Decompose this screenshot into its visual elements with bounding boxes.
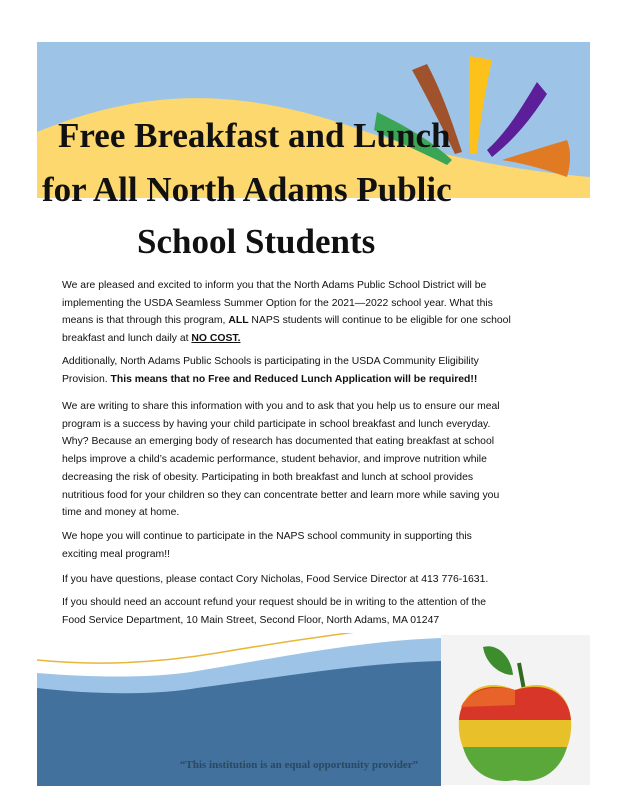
body-text: breakfast and lunch daily at	[62, 333, 192, 344]
body-line	[62, 356, 479, 367]
body-text: If you should need an account refund your request should be in writing to the attention of the	[62, 597, 486, 608]
body-text: If you have questions, please contact Cory Nicholas, Food Service Director at 413 776-1631.	[62, 574, 489, 585]
body-text: Why? Because an emerging body of research has documented that eating breakfast at school	[62, 436, 495, 447]
equal-opportunity-statement: “This institution is an equal opportunity provider”	[180, 759, 419, 771]
emphasized-text: ALL	[228, 315, 249, 326]
emphasized-text: This means that no Free and Reduced Lunch Application will be required!!	[110, 374, 478, 385]
body-text: NAPS students will continue to be eligible for one school	[248, 315, 511, 326]
body-line	[62, 401, 500, 412]
body-text: exciting meal program!!	[62, 549, 170, 560]
body-line	[62, 490, 499, 501]
body-text: Food Service Department, 10 Main Street, Second Floor, North Adams, MA 01247	[62, 615, 440, 626]
body-line	[62, 436, 494, 447]
body-text: decreasing the risk of obesity. Participating in both breakfast and lunch at school provides	[62, 472, 474, 483]
body-text: implementing the USDA Seamless Summer Option for the 2021—2022 school year. What this	[62, 298, 493, 309]
body-text: We are writing to share this information with you and to ask that you help us to ensure our meal	[62, 401, 500, 412]
body-line	[62, 374, 477, 385]
body-line	[62, 597, 486, 608]
body-line	[62, 333, 240, 344]
body-text: We are pleased and excited to inform you that the North Adams Public School District will be	[62, 280, 487, 291]
emphasized-text: NO COST.	[191, 333, 241, 344]
body-line	[62, 549, 170, 560]
fruit-vegetable-apple-image	[441, 635, 590, 785]
body-line	[62, 454, 487, 465]
body-text: We hope you will continue to participate in the NAPS school community in supporting this	[62, 531, 472, 542]
body-line	[62, 298, 493, 309]
body-text: Additionally, North Adams Public Schools is participating in the USDA Community Eligibility	[62, 356, 479, 367]
title-line-2: for All North Adams Public	[42, 170, 452, 209]
body-text: helps improve a child’s academic performance, student behavior, and improve nutrition while	[62, 454, 487, 465]
body-text: means is that through this program,	[62, 315, 229, 326]
title-line-3: School Students	[137, 222, 376, 261]
title-line-1: Free Breakfast and Lunch	[58, 116, 451, 155]
body-line	[62, 574, 488, 585]
body-line	[62, 615, 439, 626]
body-line	[62, 472, 473, 483]
body-text: time and money at home.	[62, 507, 180, 518]
body-text: Provision.	[62, 374, 111, 385]
body-line	[62, 531, 472, 542]
body-text: nutritious food for your children so they can concentrate better and learn more while saving you	[62, 490, 500, 501]
body-line	[62, 315, 511, 326]
body-text: program is a success by having your child participate in school breakfast and lunch everyday.	[62, 419, 491, 430]
body-line	[62, 280, 486, 291]
body-line	[62, 507, 179, 518]
body-line	[62, 419, 490, 430]
